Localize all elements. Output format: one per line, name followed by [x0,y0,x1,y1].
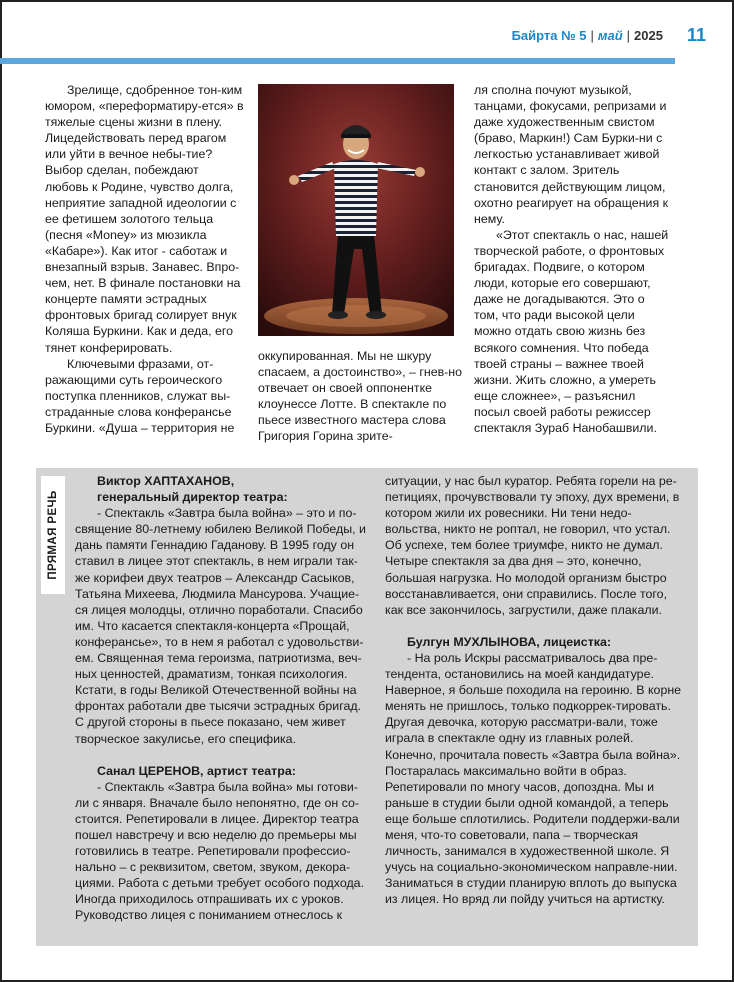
article-paragraph: «Этот спектакль о нас, нашей творческой работе, о фронтовых бригадах. Подвиге, о котором люди, которые его совершают, даже не догадываются. Это о том, что ради высокой цели можно отдать свою жизнь без всякого сомнения. Что победа твоей страны – важнее твоей жизни. Жить сложно, а умереть еще сложнее», – разъяснил посыл своей работы режиссер спектакля Зураб Нанобашвили. [474,227,669,435]
header-separator: | [590,27,594,43]
issue-month: май [597,27,623,43]
issue-year: 2025 [634,27,663,43]
stage-performer-photo [258,84,454,336]
speaker-name: Виктор ХАПТАХАНОВ, [97,474,235,488]
article-paragraph: Ключевыми фразами, от-ражающими суть героического поступка пленников, служат вы-страданные слова конферансье Буркини. «Душа – территория не [45,356,235,435]
spacer [385,618,683,634]
interview-paragraph: - Спектакль «Завтра была война» – это и по-священие 80-летнему юбилею Великой Победы, и дань памяти Геннадию Гаданову. В 1995 году он ставил в лицее этот спектакль, в нем играли так-же корифеи двух театров – Александр Сасыков, Татьяна Михеева, Людмила Мансурова. Учащие-ся лицея молодцы, отлично поработали. Спасибо им. Что касается спектакля-концерта «Прощай, конферансье», то в нем я работал с удовольстви-ем. Священная тема героизма, патриотизма, веч-ных ценностей, драматизм, тонкая психология. Кстати, в годы Великой Отечественной войны на фронтах работали две тысячи эстрадных бригад. С другой стороны в пьесе показано, чем живет творческое закулисье, его специфика. [75,506,366,746]
magazine-title: Байрта № 5 [511,27,587,43]
article-column-1 [45,82,245,436]
interview-column-2 [385,473,683,907]
interview-paragraph: - Спектакль «Завтра была война» мы готови-ли с января. Вначале было непонятно, где он со-стоится. Репетировали в лицее. Директор театра пошел навстречу и всю неделю до премьеры мы готовились в театре. Репетировали профессио-нально – с реквизитом, светом, звуком, декора-циями. Работа с детьми требует особого подхода. Иногда приходилось отпрашивать их с уроков. Руководство лицея с пониманием отнеслось к [75,779,365,923]
article-column-3 [474,82,670,436]
speaker-name: Булгун МУХЛЫНОВА, лицеистка: [407,634,611,649]
article-paragraph: оккупированная. Мы не шкуру спасаем, а достоинство», – гнев-но отвечает он своей оппонентке клоунессе Лотте. В спектакле по пьесе известного мастера слова Григория Горина зрите- [258,349,463,444]
interview-paragraph: ситуации, у нас был куратор. Ребята горели на ре-петициях, прочувствовали ту эпоху, дух времени, в котором жили их ровесники. Ни тени недо-вольства, никто не роптал, не говорил, что устал. Об успехе, тем более триумфе, никто не думал. Четыре спектакля за два дня – это, конечно, большая нагрузка. Но молодой организм быстро восстанавливается, они справились. После того, как все закончилось, загрустили, даже плакали. [385,474,680,617]
interview-paragraph: - На роль Искры рассматривалось два пре-тендента, остановились на моей кандидатуре. Наверное, я больше походила на героиню. В корне менять не пришлось, только подкоррек-тировать. Другая девочка, которую рассматри-вали, тоже играла в спектакле одну из главных ролей. Конечно, прочитала повесть «Завтра была война». Постаралась максимально войти в образ. Репетировали по многу часов, допоздна. Мы и раньше в студии были одной командой, а теперь еще больше сплотились. Родители поддержи-вали меня, что-то советовали, папа – творческая личность, занимался в художественной школе. Я учусь на социально-экономическом направле-нии. Заниматься в студии планирую вплоть до выпуска из лицея. Но вряд ли пойду учиться на артистку. [385,650,682,907]
interview-section-label: ПРЯМАЯ РЕЧЬ [47,490,59,580]
header-separator-2: | [626,27,631,43]
page-header [512,22,706,48]
header-accent-bar [0,58,675,64]
speaker-role: генеральный директор театра: [97,490,288,505]
article-column-2 [258,348,470,445]
article-paragraph: Зрелище, сдобренное тон-ким юмором, «переформатиру-ется» в тяжелые сцены жизни в плену. Лицедействовать перед врагом или уйти в вечное небы-тие? Выбор сделан, побеждают любовь к Родине, чувство долга, неприятие западной идеологии с ее фетишем золотого тельца (песня «Money» из мюзикла «Кабаре»). Как итог - саботаж и внезапный взрыв. Занавес. Впро-чем, нет. В финале постановки на концерте памяти эстрадных фронтовых бригад солирует внук Коляша Буркини. Как и деда, его тянет конферировать. [45,83,244,355]
page-number: 11 [686,24,706,45]
speaker-name: Санал ЦЕРЕНОВ, артист театра: [97,763,296,778]
spacer [75,747,371,763]
article-paragraph: ля сполна почуют музыкой, танцами, фокусами, репризами и даже художественным свистом (браво, Маркин!) Сам Бурки-ни с легкостью устанавливает живой контакт с залом. Зритель становится действующим лицом, охотно реагирует на обращения к нему. [474,83,669,226]
interview-column-1 [75,473,371,924]
